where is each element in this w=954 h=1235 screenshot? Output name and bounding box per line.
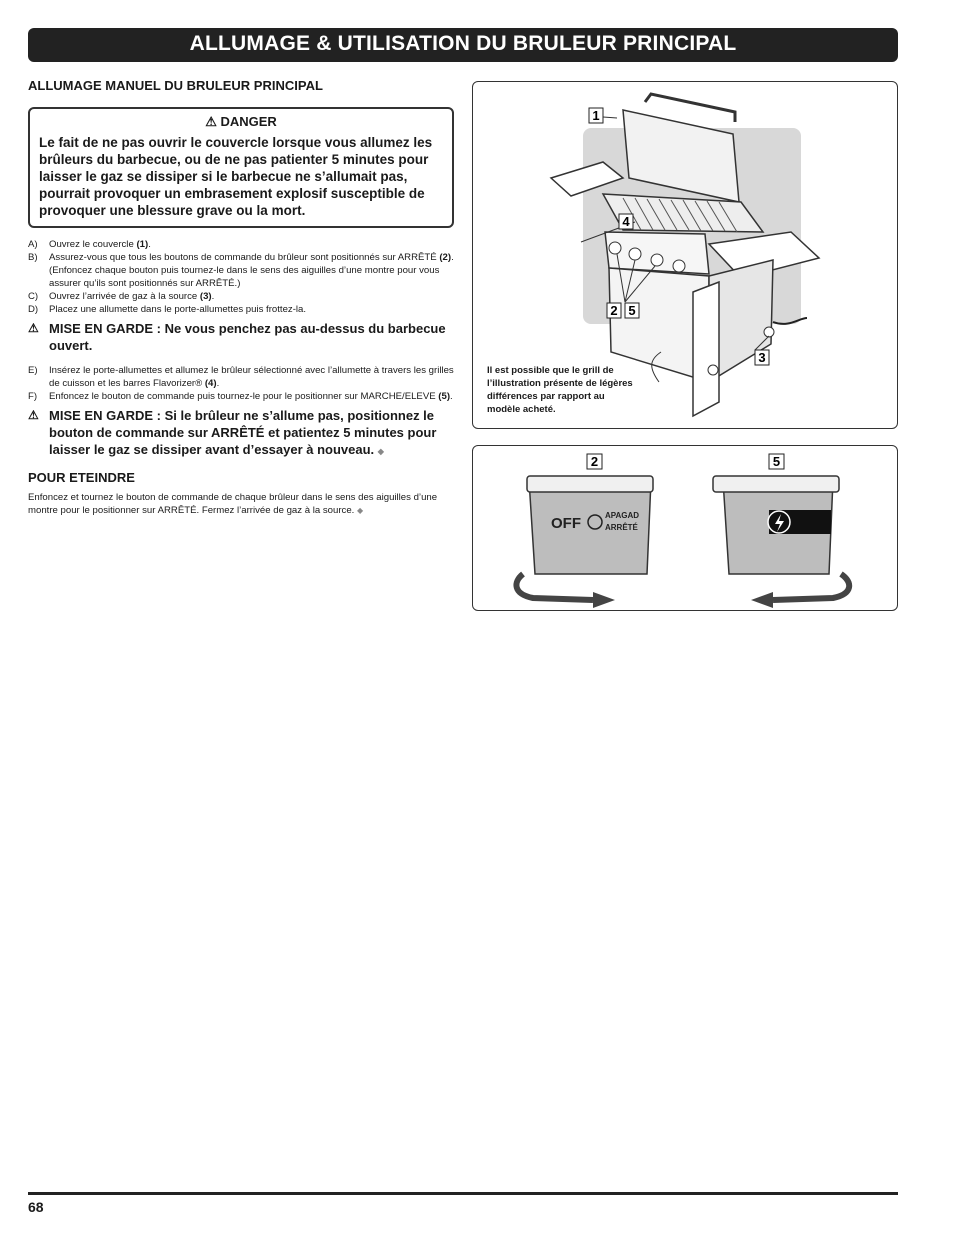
step-letter: A) (28, 239, 38, 250)
callout-1 (589, 108, 603, 123)
step-text: Assurez-vous que tous les boutons de commande du brûleur sont positionnés sur ARRÊTÉ (49, 252, 440, 263)
step-text: Insérez le porte-allumettes et allumez le brûleur sélectionné avec l’allumette à travers les grilles de cuisson et les barres Flavorizer® (49, 365, 454, 389)
step-c (28, 290, 454, 303)
step-e (28, 364, 454, 390)
step-letter: C) (28, 291, 39, 302)
warning-lean (28, 320, 454, 354)
warning-triangle-icon: ⚠ (28, 408, 39, 422)
warning-triangle-icon: ⚠ (28, 321, 39, 335)
cabinet-door (693, 282, 719, 416)
header-bar (28, 28, 898, 62)
callout-number: 2 (610, 303, 618, 318)
off-label: OFF (551, 515, 581, 532)
warning-no-ignition (28, 407, 454, 460)
callout-5 (625, 303, 639, 318)
end-diamond-icon: ◆ (377, 447, 384, 456)
knob-on (713, 476, 849, 608)
knob-off (516, 476, 653, 608)
clockwise-arrow-icon (593, 592, 615, 608)
step-text: Ouvrez le couvercle (49, 239, 137, 250)
warning-text: MISE EN GARDE : Si le brûleur ne s’allume pas, positionnez le bouton de commande sur ARRÊTÉ et patientez 5 minutes pour laisser le gaz se dissiper avant d’essayer à nouveau. (49, 408, 437, 457)
knob-illustration (473, 446, 897, 610)
steps-list-1 (28, 238, 454, 316)
step-ref: (2) (439, 252, 452, 263)
caster-wheel (708, 365, 718, 375)
warning-text: MISE EN GARDE : Ne vous penchez pas au-dessus du barbecue ouvert. (49, 321, 446, 353)
step-text: Ouvrez l’arrivée de gaz à la source (49, 291, 200, 302)
callout-number: 3 (758, 350, 766, 365)
knob-figure (472, 445, 898, 611)
step-d (28, 303, 454, 316)
step-text-after: . (Enfoncez chaque bouton puis tournez-le dans le sens des aiguilles d’une montre pour vous assurer qu’ils sont positionnés sur ARRÊTÉ.) (49, 252, 454, 289)
step-a (28, 238, 454, 251)
danger-title: ⚠ DANGER (205, 114, 277, 129)
callout-number: 5 (772, 454, 781, 469)
page-title: ALLUMAGE & UTILISATION DU BRULEUR PRINCIPAL (189, 32, 737, 55)
control-panel (605, 232, 709, 274)
step-ref: (5) (438, 391, 451, 402)
step-text-after: . (216, 378, 220, 389)
knob-4 (673, 260, 685, 272)
off-sub-es: APAGAD (605, 511, 640, 520)
off-sub-fr: ARRÊTÉ (605, 523, 638, 532)
knob-1 (609, 242, 621, 254)
danger-text: Le fait de ne pas ouvrir le couvercle lorsque vous allumez les brûleurs du barbecue, ou de ne pas patienter 5 minutes pour laisser le gaz se dissiper si le barbecue ne s’allumait pas, pourrait provoquer un embrasement explosif susceptible de provoquer une blessure grave ou la mort. (39, 135, 433, 218)
caster-wheel (764, 327, 774, 337)
grill-figure (472, 81, 898, 429)
footer-rule (28, 1192, 898, 1195)
counterclockwise-arrow-icon (751, 592, 773, 608)
knob-2 (629, 248, 641, 260)
section-title: ALLUMAGE MANUEL DU BRULEUR PRINCIPAL (28, 78, 323, 93)
illustration-note: Il est possible que le grill de l’illustration présente de légères différences par rapport au modèle acheté. (487, 365, 633, 415)
callout-number: 2 (590, 454, 599, 469)
step-text: Enfoncez le bouton de commande puis tournez-le pour le positionner sur MARCHE/ELEVE (49, 391, 439, 402)
turn-off-title: POUR ETEINDRE (28, 470, 135, 485)
step-letter: D) (28, 304, 39, 315)
callout-5 (769, 454, 784, 469)
step-letter: E) (28, 365, 38, 376)
step-letter: B) (28, 252, 38, 263)
end-diamond-icon: ◆ (357, 506, 364, 515)
step-b (28, 251, 454, 290)
danger-box (28, 107, 454, 228)
callout-2 (587, 454, 602, 469)
instructions-column (28, 78, 454, 517)
step-ref: (4) (204, 378, 217, 389)
callout-number: 5 (628, 303, 636, 318)
step-text: Placez une allumette dans le porte-allumettes puis frottez-la. (49, 304, 307, 315)
step-f (28, 390, 454, 403)
page-number: 68 (28, 1199, 44, 1215)
steps-list-2 (28, 364, 454, 403)
step-letter: F) (28, 391, 38, 402)
callout-3 (755, 350, 769, 365)
step-text-after: . (211, 291, 215, 302)
step-text-after: . (450, 391, 453, 402)
callout-4 (619, 214, 633, 229)
step-text-after: . (148, 239, 151, 250)
callout-2 (607, 303, 621, 318)
knob-3 (651, 254, 663, 266)
turn-off-text: Enfoncez et tournez le bouton de commande de chaque brûleur dans le sens des aiguilles d’une montre pour le positionner sur ARRÊTÉ. Fermez l’arrivée de gaz à la source. (28, 492, 438, 516)
step-ref: (1) (136, 239, 149, 250)
step-ref: (3) (199, 291, 212, 302)
callout-number: 4 (622, 214, 630, 229)
callout-number: 1 (592, 108, 600, 123)
